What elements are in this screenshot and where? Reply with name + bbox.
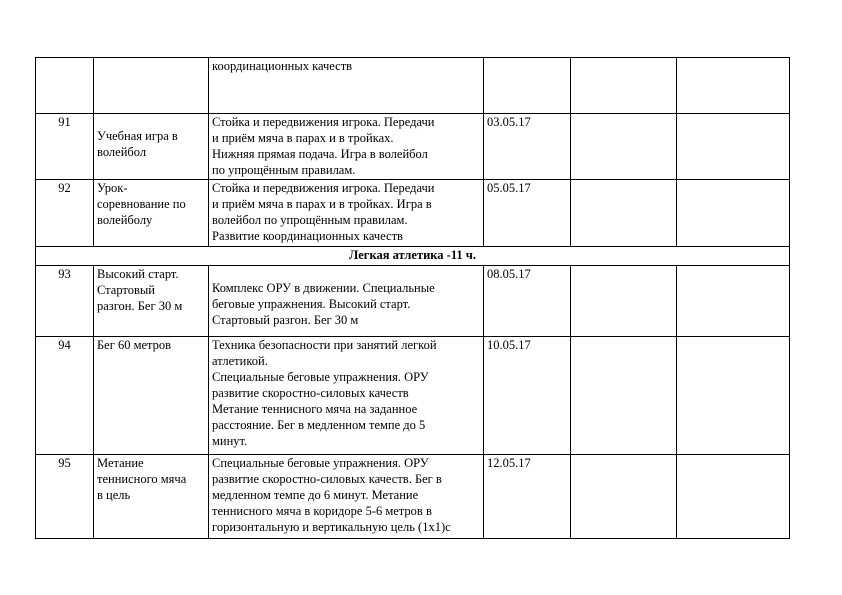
lesson-date bbox=[484, 58, 571, 114]
table-row bbox=[36, 337, 790, 455]
lesson-date: 12.05.17 bbox=[484, 455, 571, 539]
empty-cell bbox=[571, 266, 677, 337]
empty-cell bbox=[677, 337, 790, 455]
empty-cell bbox=[677, 455, 790, 539]
table-row bbox=[36, 266, 790, 337]
empty-cell bbox=[571, 455, 677, 539]
lesson-content: Техника безопасности при занятий легкой атлетикой. Специальные беговые упражнения. ОРУ развитие скоростно-силовых качеств Метание теннисного мяча на заданное расстояние. Бег в медленном темпе до 5 минут. bbox=[209, 337, 484, 455]
lesson-number bbox=[36, 58, 94, 114]
lesson-content: Стойка и передвижения игрока. Передачи и приём мяча в парах и в тройках. Нижняя прямая подача. Игра в волейбол по упрощённым правилам. bbox=[209, 114, 484, 180]
lesson-topic: Метание теннисного мяча в цель bbox=[94, 455, 209, 539]
table-row bbox=[36, 180, 790, 247]
table-row bbox=[36, 114, 790, 180]
table-row bbox=[36, 58, 790, 114]
empty-cell bbox=[677, 180, 790, 247]
lesson-content: координационных качеств bbox=[209, 58, 484, 114]
empty-cell bbox=[677, 58, 790, 114]
empty-cell bbox=[677, 266, 790, 337]
lesson-content: Комплекс ОРУ в движении. Специальные беговые упражнения. Высокий старт. Стартовый разгон. Бег 30 м bbox=[209, 266, 484, 337]
empty-cell bbox=[571, 337, 677, 455]
lesson-date: 10.05.17 bbox=[484, 337, 571, 455]
lesson-topic: Бег 60 метров bbox=[94, 337, 209, 455]
section-title: Легкая атлетика -11 ч. bbox=[36, 247, 790, 266]
lesson-topic: Учебная игра в волейбол bbox=[94, 114, 209, 180]
lesson-topic bbox=[94, 58, 209, 114]
lesson-topic: Высокий старт. Стартовый разгон. Бег 30 м bbox=[94, 266, 209, 337]
lesson-number: 95 bbox=[36, 455, 94, 539]
lesson-number: 92 bbox=[36, 180, 94, 247]
empty-cell bbox=[571, 58, 677, 114]
lesson-content: Стойка и передвижения игрока. Передачи и приём мяча в парах и в тройках. Игра в волейбол по упрощённым правилам. Развитие координационных качеств bbox=[209, 180, 484, 247]
empty-cell bbox=[571, 114, 677, 180]
empty-cell bbox=[677, 114, 790, 180]
lesson-number: 91 bbox=[36, 114, 94, 180]
lesson-plan-table bbox=[35, 57, 790, 539]
table-row bbox=[36, 455, 790, 539]
lesson-number: 93 bbox=[36, 266, 94, 337]
lesson-date: 08.05.17 bbox=[484, 266, 571, 337]
lesson-topic: Урок- соревнование по волейболу bbox=[94, 180, 209, 247]
section-row bbox=[36, 247, 790, 266]
lesson-content: Специальные беговые упражнения. ОРУ развитие скоростно-силовых качеств. Бег в медленном темпе до 6 минут. Метание теннисного мяча в коридоре 5-6 метров в горизонтальную и вертикальную цель (1х1)с bbox=[209, 455, 484, 539]
lesson-date: 05.05.17 bbox=[484, 180, 571, 247]
empty-cell bbox=[571, 180, 677, 247]
lesson-number: 94 bbox=[36, 337, 94, 455]
lesson-date: 03.05.17 bbox=[484, 114, 571, 180]
